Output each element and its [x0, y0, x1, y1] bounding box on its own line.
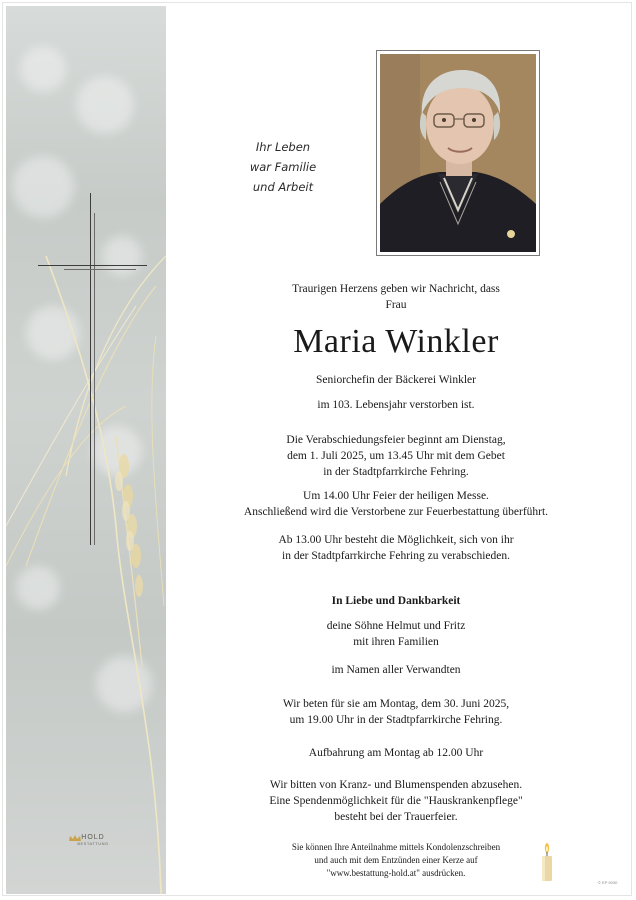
donations-line: Wir bitten von Kranz- und Blumenspenden abzusehen.	[269, 779, 523, 791]
cross-horizontal-shadow	[64, 269, 136, 270]
condolence-line: und auch mit dem Entzünden einer Kerze auf	[314, 855, 478, 865]
visiting-line: in der Stadtpfarrkirche Fehring zu verabschieden.	[282, 550, 510, 562]
wheat-illustration	[6, 6, 166, 894]
crown-icon	[68, 834, 82, 842]
mass-line: Um 14.00 Uhr Feier der heiligen Messe.	[303, 490, 489, 502]
deceased-name: Maria Winkler	[293, 323, 499, 360]
intro-line: Frau	[385, 299, 407, 311]
prayer-line: Wir beten für sie am Montag, dem 30. Juni 2025,	[282, 698, 510, 710]
candle-icon	[540, 842, 554, 882]
cross-horizontal	[38, 265, 147, 266]
mourners-line: mit ihren Familien	[353, 636, 439, 648]
mourners-line: deine Söhne Helmut und Fritz	[326, 620, 466, 632]
relatives-line: im Namen aller Verwandten	[331, 664, 461, 676]
funeral-home-logo	[68, 834, 118, 846]
prayer-line: um 19.00 Uhr in der Stadtpfarrkirche Fehring.	[289, 714, 503, 726]
viewing-line: Aufbahrung am Montag ab 12.00 Uhr	[308, 747, 484, 759]
condolence-line: "www.bestattung-hold.at" ausdrücken.	[326, 868, 466, 878]
motto	[228, 137, 338, 197]
donations-line: Eine Spendenmöglichkeit für die "Hauskrankenpflege"	[269, 795, 523, 807]
logo-name: HOLD	[81, 834, 105, 841]
decorative-side-strip	[6, 6, 166, 894]
motto-line: und Arbeit	[252, 180, 314, 194]
title-line: im 103. Lebensjahr verstorben ist.	[317, 399, 475, 411]
donations-line: besteht bei der Trauerfeier.	[334, 811, 458, 823]
farewell-line: dem 1. Juli 2025, um 13.45 Uhr mit dem Gebet	[287, 450, 505, 462]
title-line: Seniorchefin der Bäckerei Winkler	[316, 374, 476, 386]
condolence-line: Sie können Ihre Anteilnahme mittels Kondolenzschreiben	[291, 842, 501, 852]
motto-line: Ihr Leben	[255, 140, 311, 154]
mass-line: Anschließend wird die Verstorbene zur Feuerbestattung überführt.	[243, 506, 549, 518]
farewell-line: in der Stadtpfarrkirche Fehring.	[323, 466, 469, 478]
footer-code: © EP 9030	[598, 880, 618, 885]
farewell-line: Die Verabschiedungsfeier beginnt am Dienstag,	[286, 434, 506, 446]
cross-vertical-shadow	[94, 213, 95, 545]
intro-line: Traurigen Herzens geben wir Nachricht, dass	[292, 283, 500, 295]
logo-subtitle: BESTATTUNG	[77, 841, 109, 846]
portrait-frame	[376, 50, 540, 256]
cross-vertical	[90, 193, 91, 545]
motto-line: war Familie	[249, 160, 317, 174]
visiting-line: Ab 13.00 Uhr besteht die Möglichkeit, sich von ihr	[278, 534, 514, 546]
mourners-heading: In Liebe und Dankbarkeit	[331, 595, 461, 607]
portrait-photo	[380, 54, 536, 252]
